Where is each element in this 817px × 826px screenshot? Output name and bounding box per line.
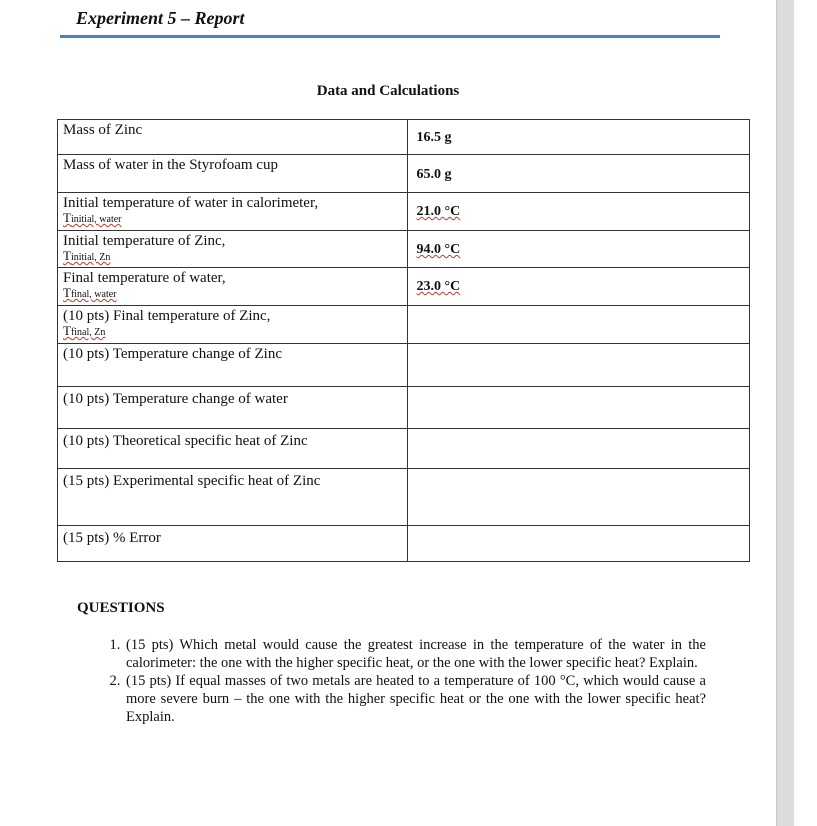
table-row [58, 155, 750, 193]
row-label: Initial temperature of water in calorimeter, [63, 195, 319, 211]
table-row [58, 306, 750, 344]
vertical-scrollbar[interactable] [776, 0, 794, 826]
row-label: (10 pts) Theoretical specific heat of Zinc [63, 433, 308, 449]
table-row [58, 526, 750, 562]
row-label: (10 pts) Temperature change of Zinc [63, 346, 283, 362]
table-row [58, 344, 750, 387]
window-margin [794, 0, 817, 826]
questions-heading: QUESTIONS [77, 600, 165, 616]
row-subscript-label: Tinitial, Zn [63, 248, 111, 263]
row-label: (10 pts) Final temperature of Zinc, [63, 308, 271, 324]
row-value: 23.0 °C [416, 279, 461, 294]
row-subscript-label: Tfinal, water [63, 285, 117, 300]
row-value: 21.0 °C [416, 204, 461, 219]
table-row [58, 231, 750, 268]
header-rule [60, 35, 720, 38]
question-item: 1. (15 pts) Which metal would cause the greatest increase in the temperature of the water in the calorimeter: the one with the higher specific heat, or the one with the lower specific heat? Explain. [124, 636, 706, 672]
row-value: 65.0 g [416, 167, 452, 182]
row-label: (10 pts) Temperature change of water [63, 391, 288, 407]
row-label: Mass of water in the Styrofoam cup [63, 157, 278, 173]
row-value: 94.0 °C [416, 242, 461, 257]
table-row [58, 268, 750, 306]
table-row [58, 469, 750, 526]
questions-list [100, 636, 706, 726]
table-row [58, 387, 750, 429]
report-header-title: Experiment 5 – Report [76, 8, 245, 28]
table-row [58, 120, 750, 155]
row-label: Initial temperature of Zinc, [63, 233, 226, 249]
row-label: (15 pts) % Error [63, 530, 161, 546]
row-label: Final temperature of water, [63, 270, 226, 286]
section-title: Data and Calculations [316, 83, 460, 99]
table-row [58, 429, 750, 469]
question-item: 2. (15 pts) If equal masses of two metals are heated to a temperature of 100 °C, which would cause a more severe burn – the one with the higher specific heat or the one with the lower specific heat? Explain. [124, 672, 706, 726]
row-value: 16.5 g [416, 130, 452, 145]
row-subscript-label: Tfinal, Zn [63, 323, 106, 338]
data-table [57, 119, 750, 562]
row-label: (15 pts) Experimental specific heat of Zinc [63, 473, 321, 489]
table-row [58, 193, 750, 231]
row-subscript-label: Tinitial, water [63, 210, 122, 225]
row-label: Mass of Zinc [63, 122, 143, 138]
